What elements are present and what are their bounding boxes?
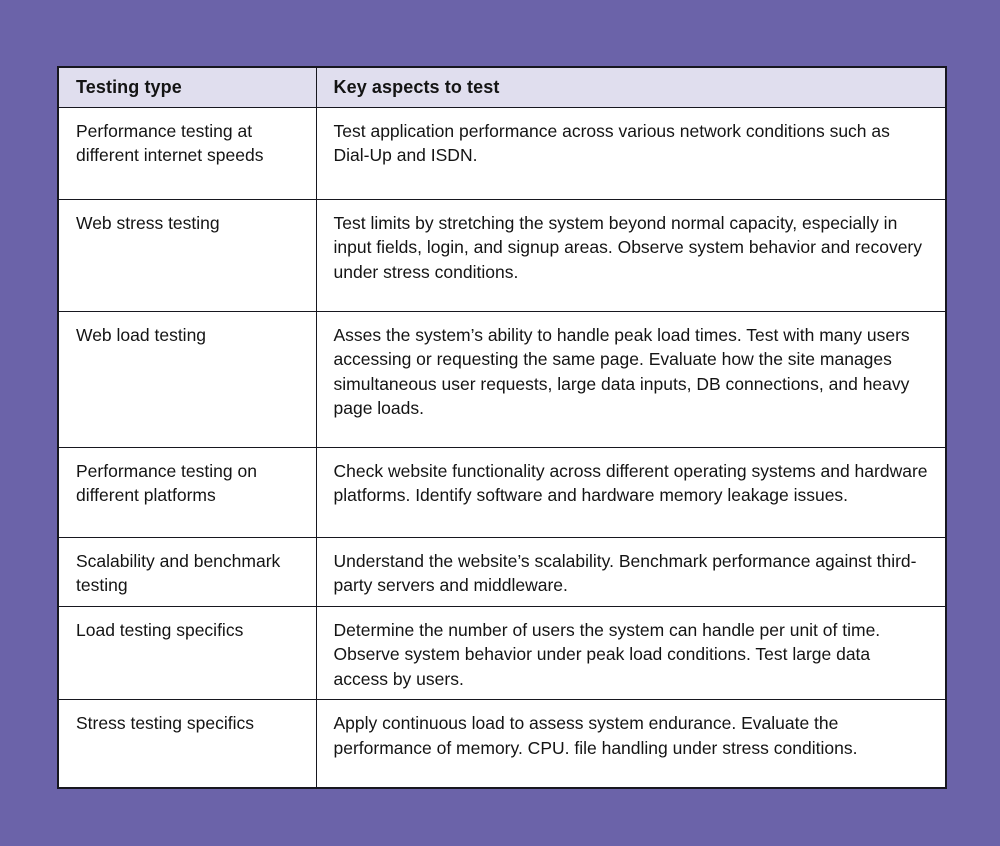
testing-type-cell: Performance testing at different internet speeds — [58, 107, 316, 199]
table-header-row — [58, 67, 946, 107]
header-key-aspects: Key aspects to test — [316, 67, 946, 107]
table-row — [58, 447, 946, 537]
key-aspects-cell: Determine the number of users the system can handle per unit of time. Observe system behavior under peak load conditions. Test large data access by users. — [316, 606, 946, 700]
key-aspects-cell: Check website functionality across different operating systems and hardware platforms. Identify software and hardware memory leakage issues. — [316, 447, 946, 537]
testing-type-cell: Performance testing on different platforms — [58, 447, 316, 537]
key-aspects-cell: Test limits by stretching the system beyond normal capacity, especially in input fields, login, and signup areas. Observe system behavior and recovery under stress conditions. — [316, 199, 946, 311]
table-row — [58, 311, 946, 447]
table-row — [58, 606, 946, 700]
table-row — [58, 107, 946, 199]
testing-type-cell: Load testing specifics — [58, 606, 316, 700]
key-aspects-cell: Understand the website’s scalability. Benchmark performance against third-party servers and middleware. — [316, 537, 946, 606]
testing-type-cell: Web load testing — [58, 311, 316, 447]
header-testing-type: Testing type — [58, 67, 316, 107]
key-aspects-cell: Asses the system’s ability to handle peak load times. Test with many users accessing or requesting the same page. Evaluate how the site manages simultaneous user requests, large data inputs, DB connections, and heavy page loads. — [316, 311, 946, 447]
table-row — [58, 537, 946, 606]
table-row — [58, 700, 946, 788]
testing-type-cell: Web stress testing — [58, 199, 316, 311]
key-aspects-cell: Test application performance across various network conditions such as Dial-Up and ISDN. — [316, 107, 946, 199]
testing-types-table-container — [57, 66, 947, 789]
table-row — [58, 199, 946, 311]
testing-type-cell: Stress testing specifics — [58, 700, 316, 788]
testing-type-cell: Scalability and benchmark testing — [58, 537, 316, 606]
key-aspects-cell: Apply continuous load to assess system endurance. Evaluate the performance of memory. CPU. file handling under stress conditions. — [316, 700, 946, 788]
testing-types-table — [57, 66, 947, 789]
